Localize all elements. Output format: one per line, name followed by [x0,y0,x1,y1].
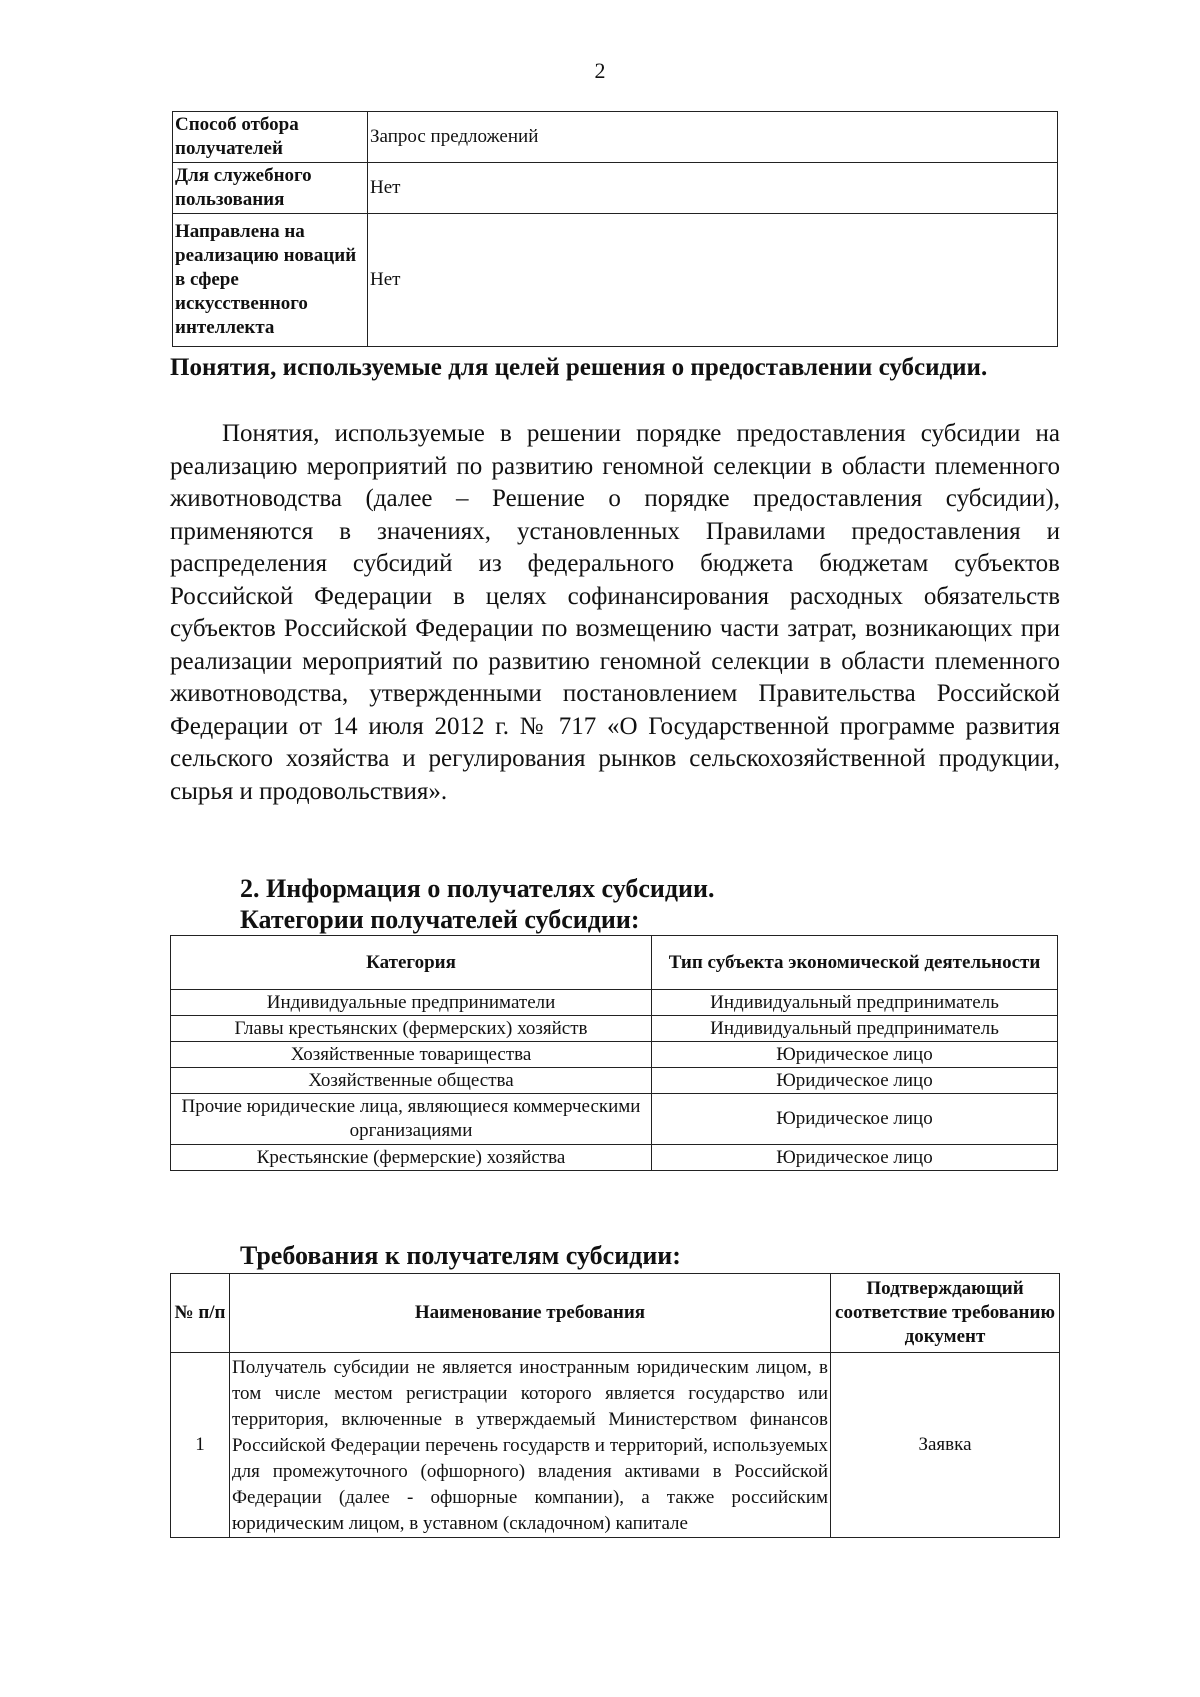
info-label: Способ отбора получателей [173,112,368,163]
info-value: Запрос предложений [368,112,1058,163]
info-value: Нет [368,163,1058,214]
info-row [173,163,1058,214]
column-header: Категория [171,936,652,990]
table-row [171,1016,1058,1042]
concepts-paragraph: Понятия, используемые в решении порядке предоставления субсидии на реализацию мероприятий по развитию геномной селекции в области племенного животноводства (далее – Решение о порядке предоставления субсидии), применяются в значениях, установленных Правилами предоставления и распределения субсидий из федерального бюджета бюджетам субъектов Российской Федерации в целях софинансирования расходных обязательств субъектов Российской Федерации по возмещению части затрат, возникающих при реализации мероприятий по развитию геномной селекции в области племенного животноводства, утвержденными постановлением Правительства Российской Федерации от 14 июля 2012 г. № 717 «О Государственной программе развития сельского хозяйства и регулирования рынков сельскохозяйственной продукции, сырья и продовольствия». [170,420,1060,805]
info-label: Для служебного пользования [173,163,368,214]
column-header: Наименование требования [230,1274,831,1353]
category-cell: Крестьянские (фермерские) хозяйства [171,1145,652,1171]
page-number: 2 [594,58,606,83]
entity-type-cell: Индивидуальный предприниматель [652,990,1058,1016]
requirement-document: Заявка [831,1353,1060,1538]
info-row [173,214,1058,347]
info-table [172,111,1058,347]
category-cell: Хозяйственные общества [171,1068,652,1094]
info-label: Направлена на реализацию новаций в сфере искусственного интеллекта [173,214,368,347]
categories-title: Категории получателей субсидии: [240,905,640,934]
requirement-number: 1 [171,1353,230,1538]
category-cell: Прочие юридические лица, являющиеся коммерческими организациями [171,1094,652,1145]
column-header: № п/п [171,1274,230,1353]
requirements-table [170,1273,1060,1538]
category-cell: Главы крестьянских (фермерских) хозяйств [171,1016,652,1042]
table-row [171,990,1058,1016]
entity-type-cell: Юридическое лицо [652,1068,1058,1094]
info-value: Нет [368,214,1058,347]
column-header: Подтверждающий соответствие требованию документ [831,1274,1060,1353]
category-cell: Хозяйственные товарищества [171,1042,652,1068]
table-header-row [171,1274,1060,1353]
category-cell: Индивидуальные предприниматели [171,990,652,1016]
table-row [171,1042,1058,1068]
entity-type-cell: Индивидуальный предприниматель [652,1016,1058,1042]
categories-table [170,935,1058,1171]
table-row [171,1068,1058,1094]
concepts-heading: Понятия, используемые для целей решения о предоставлении субсидии. [170,354,988,381]
table-row [171,1353,1060,1538]
section-2-title: 2. Информация о получателях субсидии. [240,874,715,903]
entity-type-cell: Юридическое лицо [652,1042,1058,1068]
entity-type-cell: Юридическое лицо [652,1094,1058,1145]
column-header: Тип субъекта экономической деятельности [652,936,1058,990]
requirement-text: Получатель субсидии не является иностранным юридическим лицом, в том числе местом регистрации которого является государство или территория, включенные в утверждаемый Министерством финансов Российской Федерации перечень государств и территорий, используемых для промежуточного (офшорного) владения активами в Российской Федерации (далее - офшорные компании), а также российским юридическим лицом, в уставном (складочном) капитале [230,1353,831,1538]
info-row [173,112,1058,163]
requirements-title: Требования к получателям субсидии: [240,1241,681,1270]
table-row [171,1094,1058,1145]
entity-type-cell: Юридическое лицо [652,1145,1058,1171]
table-row [171,1145,1058,1171]
table-header-row [171,936,1058,990]
